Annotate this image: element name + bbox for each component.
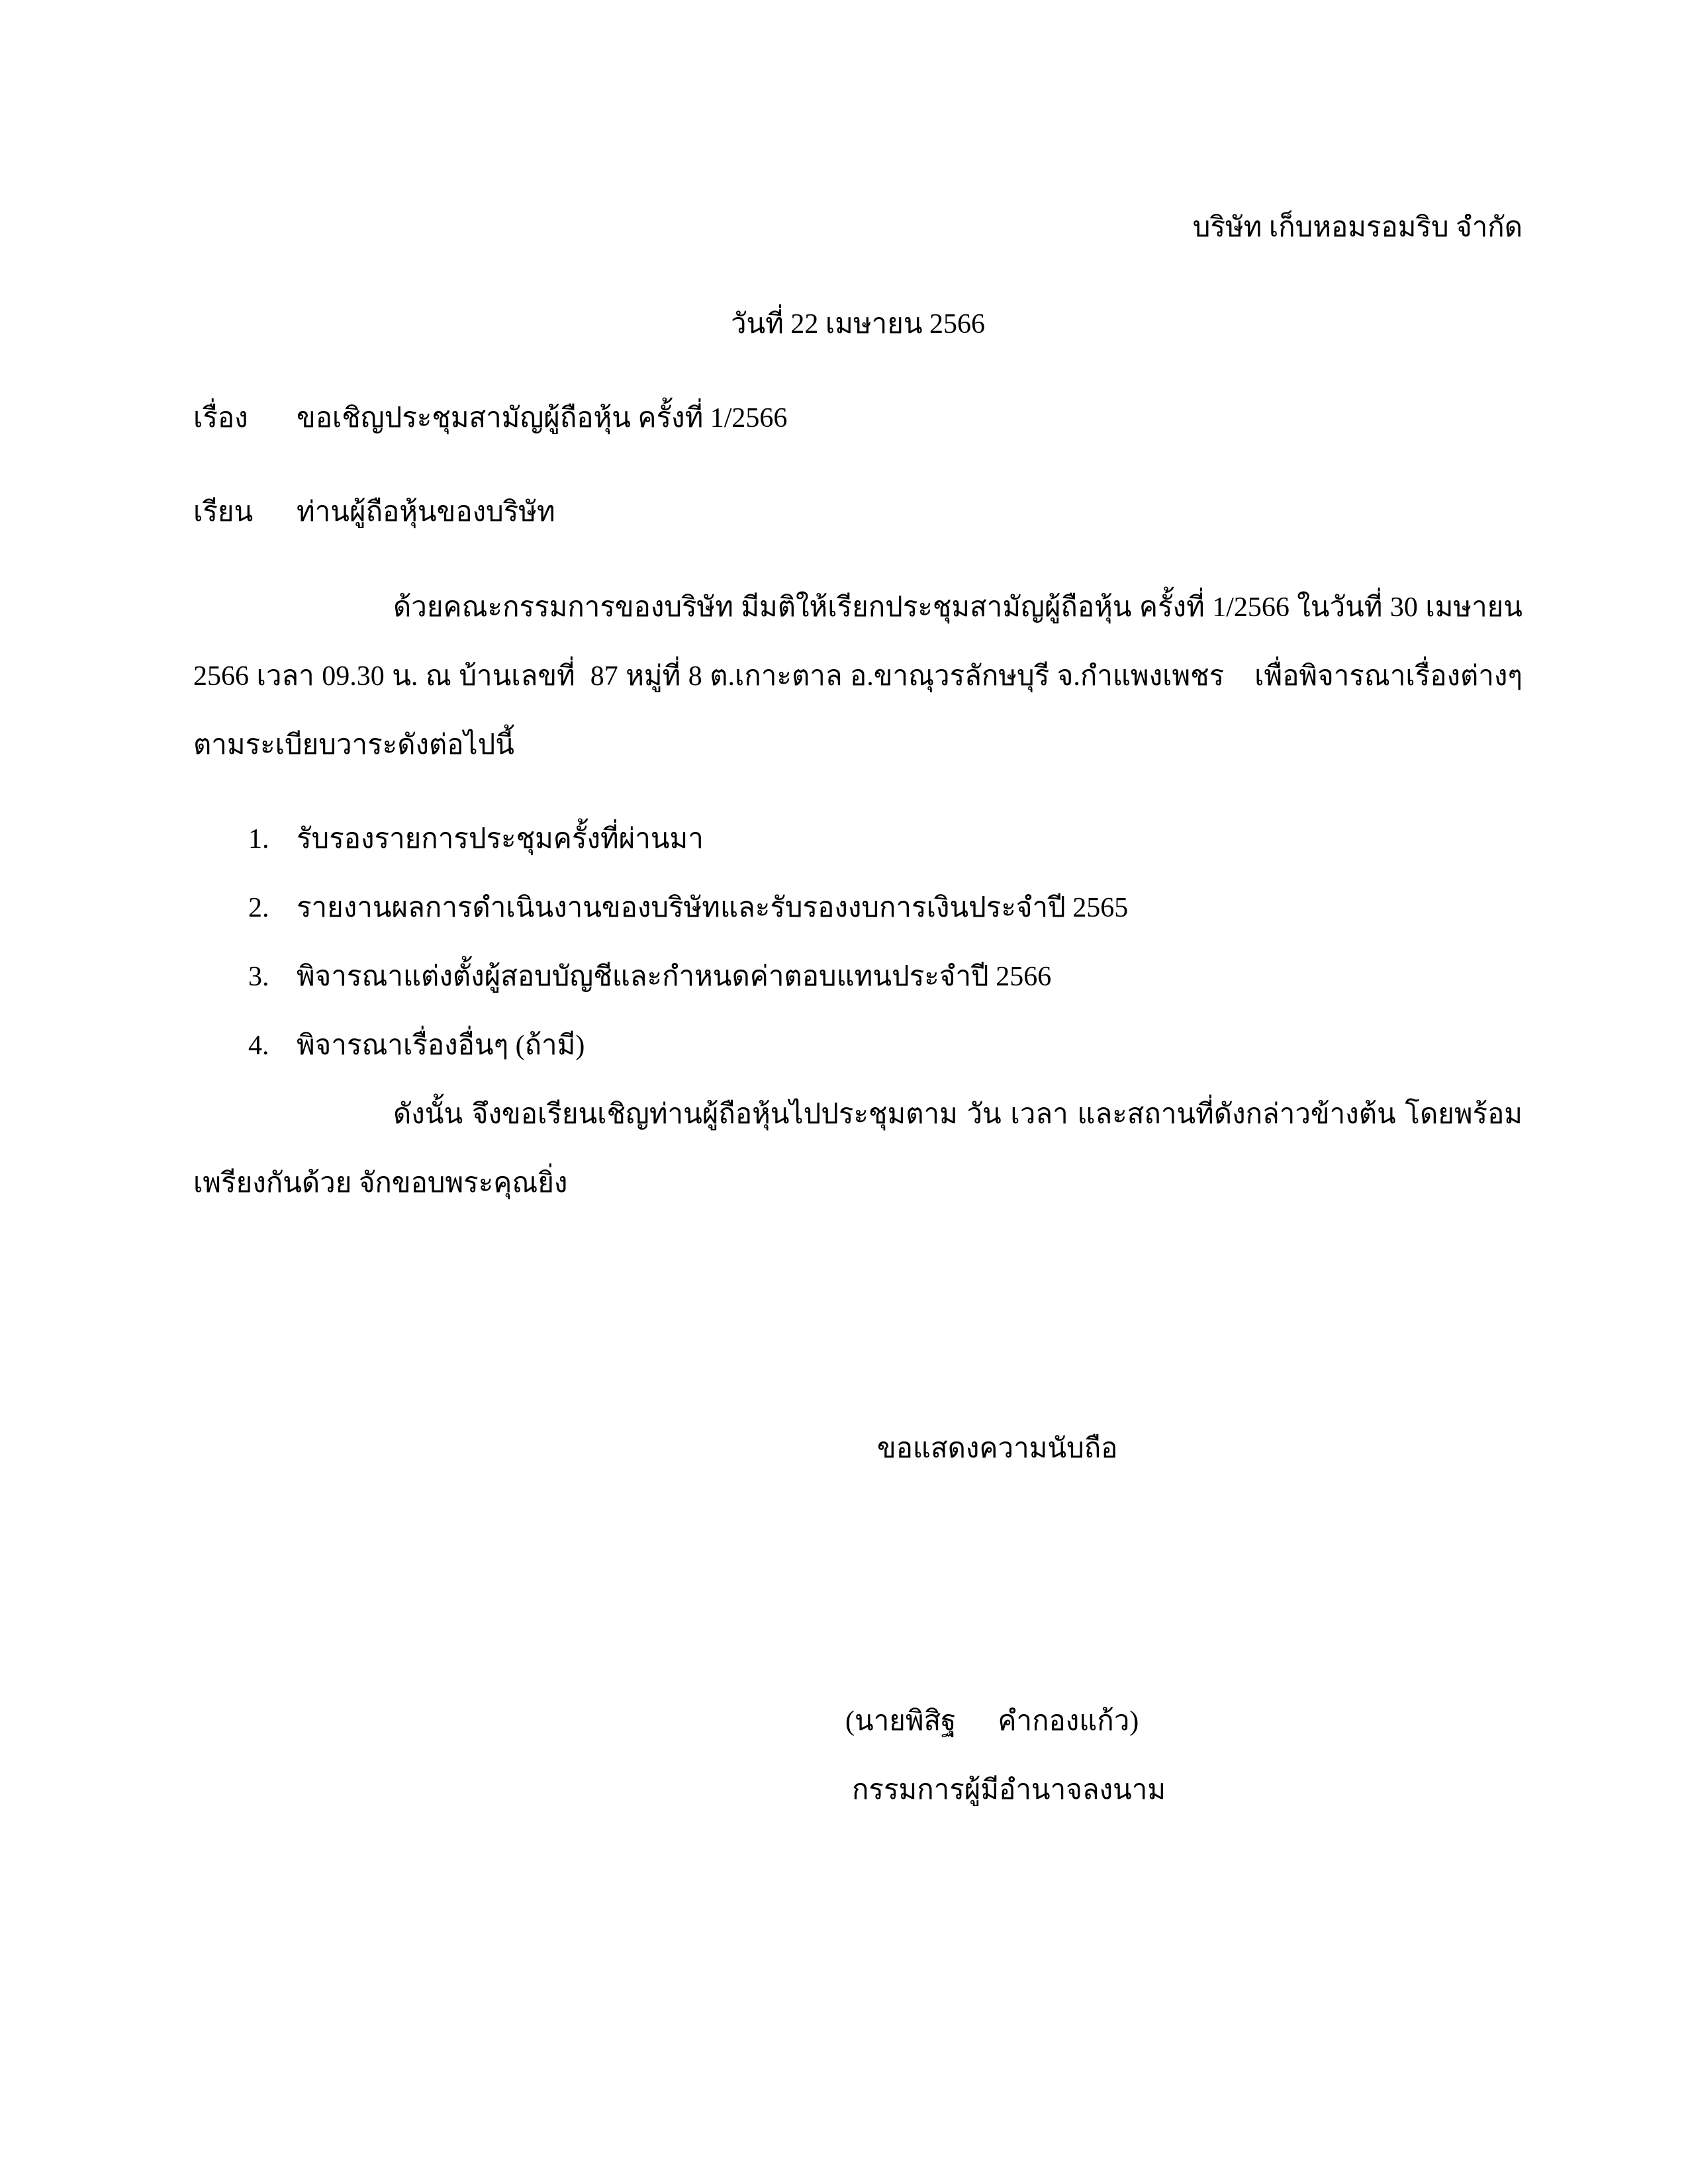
agenda-item-text: รายงานผลการดำเนินงานของบริษัทและรับรองงบการเงินประจำปี 2565 (297, 893, 1129, 923)
closing-paragraph-line: เพรียงกันด้วย จักขอบพระคุณยิ่ง (193, 1168, 568, 1199)
agenda-item-text: รับรองรายการประชุมครั้งที่ผ่านมา (297, 824, 704, 854)
agenda-item (193, 942, 1523, 1011)
agenda-item-number: 2. (248, 893, 269, 923)
intro-paragraph-line: 2566 เวลา 09.30 น. ณ บ้านเลขที่ 87 หมู่ที่ 8 ต.เกาะตาล อ.ขาณุวรลักษบุรี จ.กำแพงเพชร เพื่อพิจารณาเรื่องต่างๆ (193, 661, 1523, 692)
agenda-item-text: พิจารณาแต่งตั้งผู้สอบบัญชีและกำหนดค่าตอบแทนประจำปี 2566 (297, 962, 1052, 992)
subject-row (193, 384, 1523, 453)
agenda-item (193, 805, 1523, 874)
signatory-title: กรรมการผู้มีอำนาจลงนาม (852, 1775, 1166, 1805)
agenda-item (193, 1011, 1523, 1080)
agenda-item-number: 1. (248, 824, 269, 854)
closing-salutation: ขอแสดงความนับถือ (877, 1433, 1118, 1464)
intro-paragraph-line: ตามระเบียบวาระดังต่อไปนี้ (193, 730, 515, 760)
recipient-text: ท่านผู้ถือหุ้นของบริษัท (297, 497, 555, 527)
agenda-item-number: 4. (248, 1030, 269, 1061)
agenda-item-text: พิจารณาเรื่องอื่นๆ (ถ้ามี) (297, 1030, 585, 1061)
agenda-list (193, 805, 1523, 1080)
agenda-item (193, 874, 1523, 942)
recipient-label: เรียน (193, 497, 254, 527)
recipient-row (193, 478, 1523, 547)
closing-paragraph-line: ดังนั้น จึงขอเรียนเชิญท่านผู้ถือหุ้นไปประชุมตาม วัน เวลา และสถานที่ดังกล่าวข้างต้น โดยพร้อม (393, 1099, 1523, 1130)
subject-label: เรื่อง (193, 403, 248, 433)
closing-paragraph (193, 1080, 1523, 1218)
company-name: บริษัท เก็บหอมรอมริบ จำกัด (1192, 212, 1523, 243)
intro-paragraph (193, 573, 1523, 780)
subject-text: ขอเชิญประชุมสามัญผู้ถือหุ้น ครั้งที่ 1/2566 (297, 403, 788, 433)
intro-paragraph-line: ด้วยคณะกรรมการของบริษัท มีมติให้เรียกประชุมสามัญผู้ถือหุ้น ครั้งที่ 1/2566 ในวันที่ 30 เมษายน (393, 592, 1523, 623)
agenda-item-number: 3. (248, 962, 269, 992)
signatory-name: (นายพิสิฐ คำกองแก้ว) (845, 1706, 1139, 1737)
letter-date: วันที่ 22 เมษายน 2566 (730, 309, 986, 340)
